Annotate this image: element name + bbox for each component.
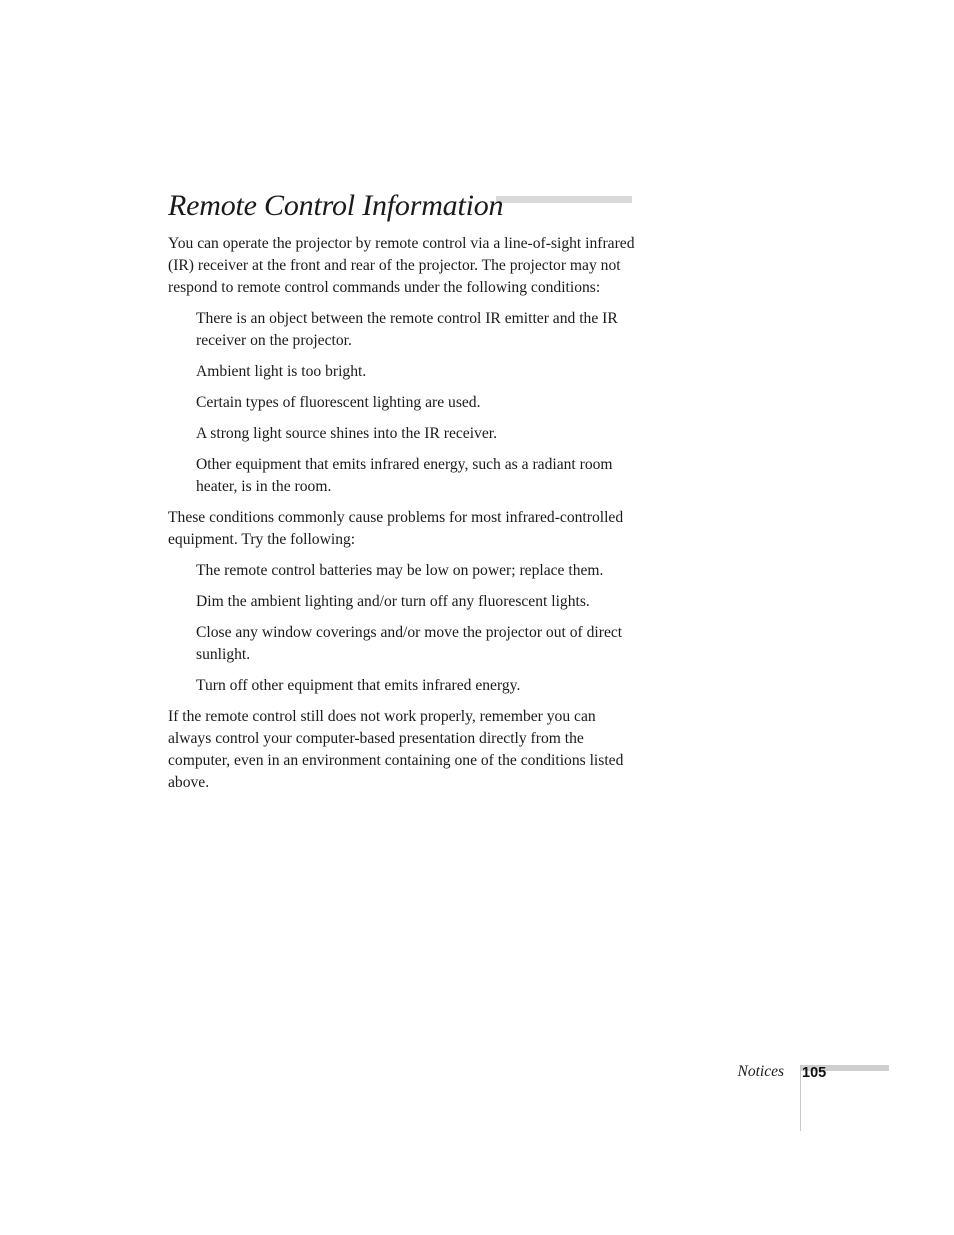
- condition-item: Ambient light is too bright.: [196, 363, 367, 380]
- footer-divider: [800, 1065, 801, 1131]
- transition-paragraph: These conditions commonly cause problems for most infrared-controlled equipment. Try the following:: [168, 509, 624, 548]
- remedy-item: The remote control batteries may be low on power; replace them.: [196, 562, 604, 579]
- intro-paragraph: You can operate the projector by remote control via a line-of-sight infrared (IR) receiver at the front and rear of the projector. The projector may not respond to remote control commands under the following conditions:: [168, 235, 635, 296]
- closing-paragraph: If the remote control still does not work properly, remember you can always control your computer-based presentation directly from the computer, even in an environment containing one of the conditions listed above.: [168, 708, 624, 791]
- title-rule: [496, 196, 632, 203]
- remedy-item: Dim the ambient lighting and/or turn off any fluorescent lights.: [196, 593, 590, 610]
- condition-item: A strong light source shines into the IR receiver.: [196, 425, 497, 442]
- condition-item: Other equipment that emits infrared energy, such as a radiant room heater, is in the room.: [196, 456, 613, 495]
- main-content: [168, 233, 638, 803]
- condition-item: There is an object between the remote control IR emitter and the IR receiver on the projector.: [196, 310, 618, 349]
- condition-item: Certain types of fluorescent lighting are used.: [196, 394, 481, 411]
- footer-section-label: Notices: [737, 1063, 784, 1080]
- page-title: Remote Control Information: [168, 189, 504, 222]
- remedy-item: Close any window coverings and/or move the projector out of direct sunlight.: [196, 624, 623, 663]
- remedy-item: Turn off other equipment that emits infrared energy.: [196, 677, 521, 694]
- page-number: 105: [802, 1065, 827, 1081]
